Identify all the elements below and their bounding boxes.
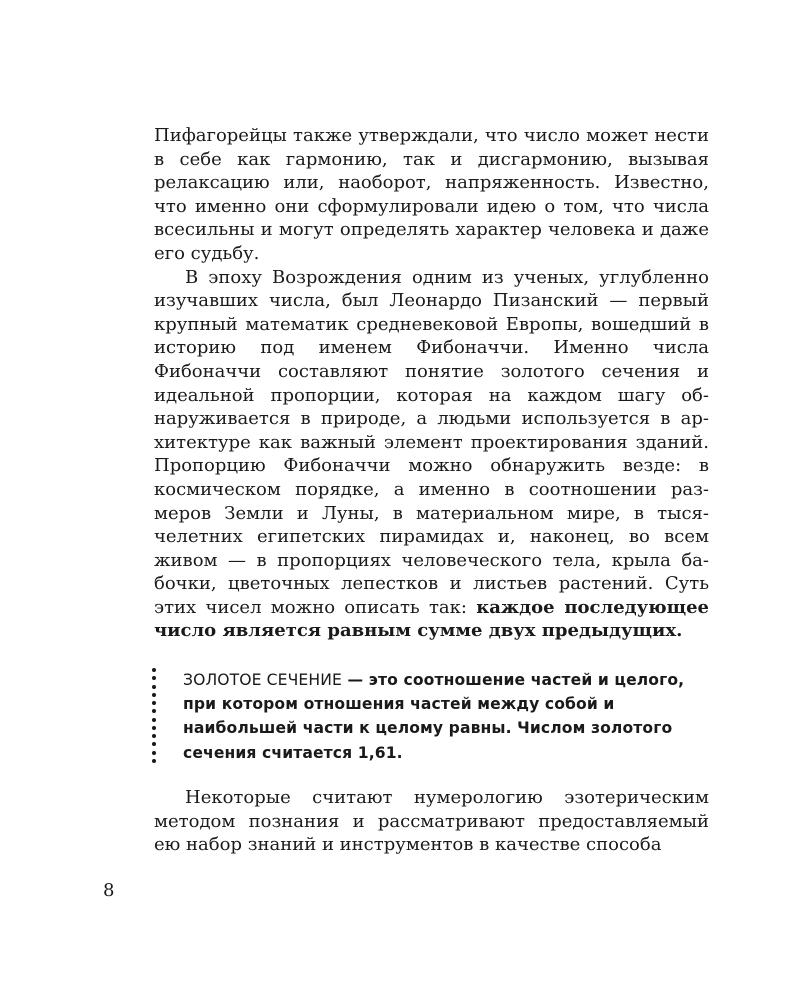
page-number: 8 <box>103 880 115 901</box>
callout-definition: — это соотношение частей и целого, при котором отношения частей между собой и наибольшей части к целому равны. Числом золотого сечения считается 1,61. <box>183 671 685 762</box>
callout-text <box>183 668 703 765</box>
main-text-top <box>154 124 709 643</box>
dotted-line-marker <box>150 668 158 763</box>
paragraph-fibonacci-bold: каждое последующее число является равным сумме двух предыдущих. <box>154 596 710 642</box>
paragraph-numerology: Некоторые считают нумерологию эзотерическим методом познания и рассматривают предоставляемый ею набор знаний и инструментов в качестве способа <box>154 787 709 856</box>
callout-term: ЗОЛОТОЕ СЕЧЕНИЕ <box>183 671 342 689</box>
main-text-bottom <box>154 786 709 857</box>
paragraph-pythagoreans: Пифагорейцы также утверждали, что число может нести в себе как гармонию, так и дисгармонию, вызывая релаксацию или, наоборот, напряженность. Известно, что именно они сформулировали идею о том, что числа всесильны и могут определять характер человека и даже его судьбу. <box>154 125 709 264</box>
golden-ratio-callout <box>145 668 715 768</box>
paragraph-fibonacci <box>154 266 709 644</box>
paragraph-fibonacci-text: В эпоху Возрождения одним из ученых, углубленно изучавших числа, был Леонардо Пизанский — первый крупный математик средневековой Европы, вошедший в историю под именем Фибоначчи. Именно числа Фибоначчи составляют понятие золотого сечения и идеальной пропорции, которая на каждом шагу обнаруживается в природе, а людьми используется в архитектуре как важный элемент проектирования зданий. Пропорцию Фибоначчи можно обнаружить везде: в космическом порядке, а именно в соотношении размеров Земли и Луны, в материальном мире, в тысячелетних египетских пирамидах и, наконец, во всем живом — в пропорциях человеческого тела, крыла бабочки, цветочных лепестков и листьев растений. Суть этих чисел можно описать так: <box>154 266 709 618</box>
